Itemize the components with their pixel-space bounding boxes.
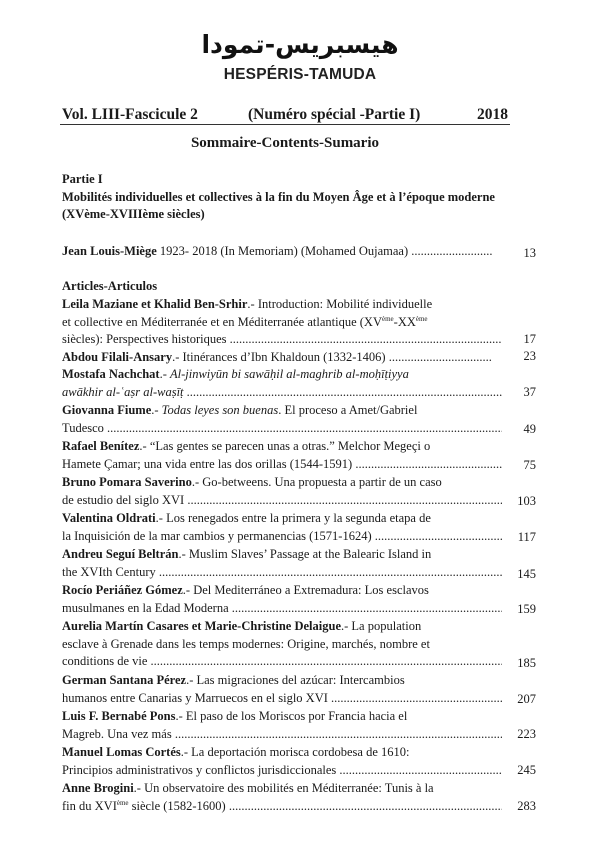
superscript: ème xyxy=(116,798,129,807)
toc-entry xyxy=(62,349,492,367)
entry-title: la Inquisición de la mar cambios y permanencias (1571-1624) xyxy=(62,528,372,543)
entry-title: .- Del Mediterráneo a Extremadura: Los esclavos xyxy=(182,583,429,597)
toc-entry xyxy=(62,546,502,581)
toc-entry xyxy=(62,243,492,261)
part-label: Partie I xyxy=(62,172,103,186)
entry-title: -XX xyxy=(393,314,416,329)
toc-entry xyxy=(62,366,502,401)
toc-entry xyxy=(62,296,502,349)
entry-author: German Santana Pérez xyxy=(62,673,187,687)
toc-entry xyxy=(62,474,502,509)
page-number: 103 xyxy=(517,494,536,508)
toc-entry xyxy=(62,708,502,743)
part-subtitle: Mobilités individuelles et collectives à la fin du Moyen Âge et à l’époque moderne (XVème-XVIIIème siècles) xyxy=(62,190,495,221)
entry-author: Jean Louis-Miège xyxy=(62,244,157,258)
year-label: 2018 xyxy=(477,106,508,123)
entry-author: Anne Brogini xyxy=(62,781,134,795)
entry-author: Manuel Lomas Cortés xyxy=(62,745,181,759)
entry-title: fin du XVI xyxy=(62,798,117,813)
entry-title: Al-jinwiyūn bi sawāḥil al-maghrib al-moḥīṭiyya xyxy=(169,367,409,381)
superscript: ème xyxy=(381,314,394,323)
entry-title: 1923- 2018 (In Memoriam) (Mohamed Oujamaa) xyxy=(156,244,409,258)
section-heading: Articles-Articulos xyxy=(62,279,158,293)
entry-title: .- Itinérances d’Ibn Khaldoun (1332-1406) xyxy=(172,350,386,364)
header-rule xyxy=(60,124,510,125)
entry-author: Luis F. Bernabé Pons xyxy=(62,709,176,723)
page-number: 13 xyxy=(523,246,536,260)
entry-author: Rocío Periáñez Gómez xyxy=(62,583,183,597)
entry-title: .- El paso de los Moriscos por Francia hacia el xyxy=(175,709,408,723)
page-number: 145 xyxy=(517,567,536,581)
toc-entry xyxy=(62,510,502,545)
entry-author: Aurelia Martín Casares et Marie-Christine Delaigue xyxy=(62,619,341,633)
page-number: 75 xyxy=(523,458,536,472)
superscript: ème xyxy=(415,314,428,323)
entry-author: Giovanna Fiume xyxy=(62,403,152,417)
entry-author: Bruno Pomara Saverino xyxy=(62,475,192,489)
entry-author: Andreu Seguí Beltrán xyxy=(62,547,179,561)
toc-entry xyxy=(62,780,502,815)
volume-label: Vol. LIII-Fascicule 2 xyxy=(62,106,198,123)
entry-title: .- xyxy=(151,403,162,417)
entry-title: esclave à Grenade dans les temps modernes: Origine, marchés, nombre et xyxy=(62,636,430,651)
page-number: 49 xyxy=(523,422,536,436)
entry-title: humanos entre Canarias y Marruecos en el siglo XVI xyxy=(62,690,328,705)
entry-title: conditions de vie xyxy=(62,654,148,669)
toc-entry xyxy=(62,672,502,707)
entry-title: .- Go-betweens. Una propuesta a partir de un caso xyxy=(191,475,442,489)
journal-logo-arabic: هيسبريس-تمودا xyxy=(201,30,399,59)
volume-line xyxy=(62,105,508,125)
entry-title: .- Los renegados entre la primera y la segunda etapa de xyxy=(155,511,431,525)
entry-title: .- Un observatoire des mobilités en Méditerranée: Tunis à la xyxy=(133,781,434,795)
entry-title: the XVIth Century xyxy=(62,564,156,579)
entry-title: Principios administrativos y conflictos jurisdiccionales xyxy=(62,762,337,777)
entry-author: Valentina Oldrati xyxy=(62,511,156,525)
entry-title: musulmanes en la Edad Moderna xyxy=(62,600,229,615)
entry-title: .- “Las gentes se parecen unas a otras.” Melchor Megeçi o xyxy=(139,439,431,453)
entry-title: .- Las migraciones del azúcar: Intercambios xyxy=(186,673,405,687)
toc-entry xyxy=(62,438,502,473)
entry-title: Hamete Çamar; una vida entre las dos orillas (1544-1591) xyxy=(62,456,353,471)
entry-author: Mostafa Nachchat xyxy=(62,367,160,381)
entry-title: et collective en Méditerranée et en Méditerranée atlantique (XV xyxy=(62,314,382,329)
special-issue-label: (Numéro spécial -Partie I) xyxy=(248,106,421,123)
journal-logo-latin: HESPÉRIS-TAMUDA xyxy=(223,66,377,83)
entry-title: .- La population xyxy=(341,619,422,633)
entry-title: .- Muslim Slaves’ Passage at the Balearic Island in xyxy=(178,547,432,561)
entry-title: awākhir al-ʿaṣr al-waṣīṭ xyxy=(62,384,184,399)
page-number: 283 xyxy=(517,799,536,813)
entry-author: Rafael Benítez xyxy=(62,439,140,453)
entry-title: de estudio del siglo XVI xyxy=(62,492,185,507)
page-number: 23 xyxy=(523,349,536,363)
page-number: 207 xyxy=(517,692,536,706)
page-number: 117 xyxy=(517,530,536,544)
entry-author: Leila Maziane et Khalid Ben-Srhir xyxy=(62,297,248,311)
page-number: 245 xyxy=(517,763,536,777)
entry-title: .- La deportación morisca cordobesa de 1610: xyxy=(180,745,410,759)
toc-entry xyxy=(62,402,502,437)
entry-title: Tudesco xyxy=(62,420,104,435)
entry-title: Magreb. Una vez más xyxy=(62,726,172,741)
entry-title: siècles): Perspectives historiques xyxy=(62,332,227,347)
page-number: 185 xyxy=(517,656,536,670)
page-number: 37 xyxy=(523,385,536,399)
entry-title: siècle (1582-1600) xyxy=(128,798,226,813)
contents-title: Sommaire-Contents-Sumario xyxy=(190,135,380,151)
entry-title: .- Introduction: Mobilité individuelle xyxy=(247,297,433,311)
toc-entry xyxy=(62,618,502,671)
entry-title: .- xyxy=(159,367,170,381)
page-number: 17 xyxy=(523,332,536,346)
page-number: 159 xyxy=(517,602,536,616)
toc-entry xyxy=(62,744,502,779)
entry-author: Abdou Filali-Ansary xyxy=(62,350,173,364)
toc-entry xyxy=(62,582,502,617)
entry-title: . El proceso a Amet/Gabriel xyxy=(278,403,418,417)
page-number: 223 xyxy=(517,727,536,741)
entry-title: Todas leyes son buenas xyxy=(161,403,279,417)
